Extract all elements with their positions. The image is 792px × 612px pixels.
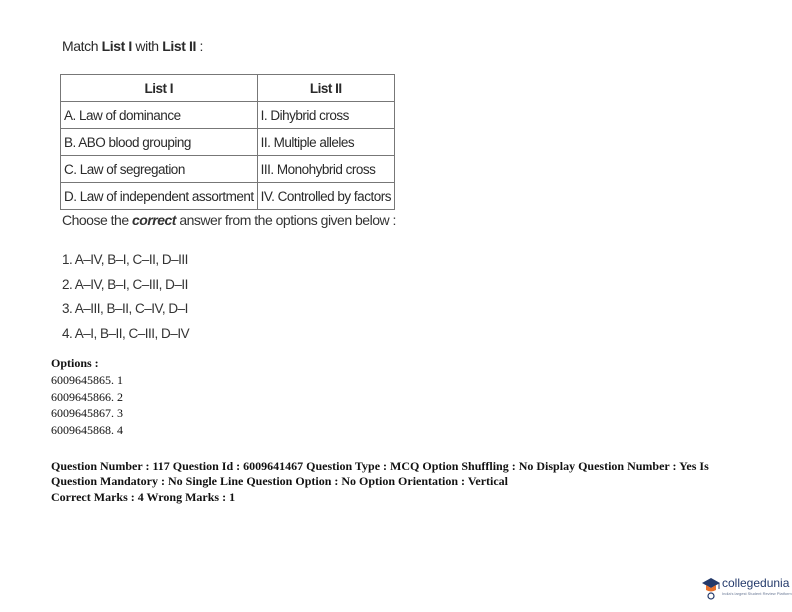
option-id: 6009645866. 2 <box>51 390 123 404</box>
answer-choices-list <box>62 252 189 351</box>
option-id: 6009645867. 3 <box>51 406 123 420</box>
column-header-list1: List I <box>61 75 258 102</box>
prompt-list1: List I <box>101 38 132 54</box>
prompt-suffix: : <box>195 38 203 54</box>
prompt-list2: List II <box>162 38 196 54</box>
meta-line2-text: Question Mandatory : No Single Line Question Option : No Option Orientation : Vertical <box>51 474 509 488</box>
table-row <box>61 183 395 210</box>
table-cell: A. Law of dominance <box>61 102 258 129</box>
list-item: 2. A–IV, B–I, C–III, D–II <box>62 276 188 292</box>
table-row <box>61 129 395 156</box>
table-header-row <box>61 75 395 102</box>
option-id: 6009645865. 1 <box>51 373 123 387</box>
table-cell: B. ABO blood grouping <box>61 129 258 156</box>
table-cell: I. Dihybrid cross <box>257 102 394 129</box>
list-item: 4. A–I, B–II, C–III, D–IV <box>62 326 190 342</box>
question-prompt <box>62 38 203 54</box>
graduation-cap-icon <box>700 574 722 600</box>
table-row <box>61 156 395 183</box>
choose-bold: correct <box>132 212 176 228</box>
list-item: 1. A–IV, B–I, C–II, D–III <box>62 252 188 267</box>
meta-line3-text: Correct Marks : 4 Wrong Marks : 1 <box>51 490 236 504</box>
question-meta-line2 <box>51 474 508 489</box>
options-heading <box>51 356 99 371</box>
question-meta-line3 <box>51 490 235 505</box>
logo-text: collegedunia <box>722 576 790 590</box>
table-cell: IV. Controlled by factors <box>257 183 394 210</box>
collegedunia-logo <box>700 574 790 604</box>
match-table <box>60 74 395 210</box>
table-row <box>61 102 395 129</box>
option-id: 6009645868. 4 <box>51 423 123 437</box>
column-header-list2: List II <box>257 75 394 102</box>
choose-suffix: answer from the options given below : <box>175 212 396 228</box>
meta-line1-text: Question Number : 117 Question Id : 6009641467 Question Type : MCQ Option Shuffling : No Display Question Number : Yes Is <box>51 459 709 473</box>
table-cell: D. Law of independent assortment <box>61 183 258 210</box>
list-item: 3. A–III, B–II, C–IV, D–I <box>62 301 188 317</box>
table-cell: II. Multiple alleles <box>257 129 394 156</box>
table-cell: C. Law of segregation <box>61 156 258 183</box>
logo-tagline: India's largest Student Review Platform <box>722 591 792 596</box>
question-meta-line1 <box>51 459 709 474</box>
prompt-with: with <box>131 38 163 54</box>
prompt-prefix: Match <box>62 38 102 54</box>
options-heading-text: Options : <box>51 356 99 370</box>
choose-prefix: Choose the <box>62 212 132 228</box>
choose-instruction <box>62 212 396 228</box>
table-cell: III. Monohybrid cross <box>257 156 394 183</box>
